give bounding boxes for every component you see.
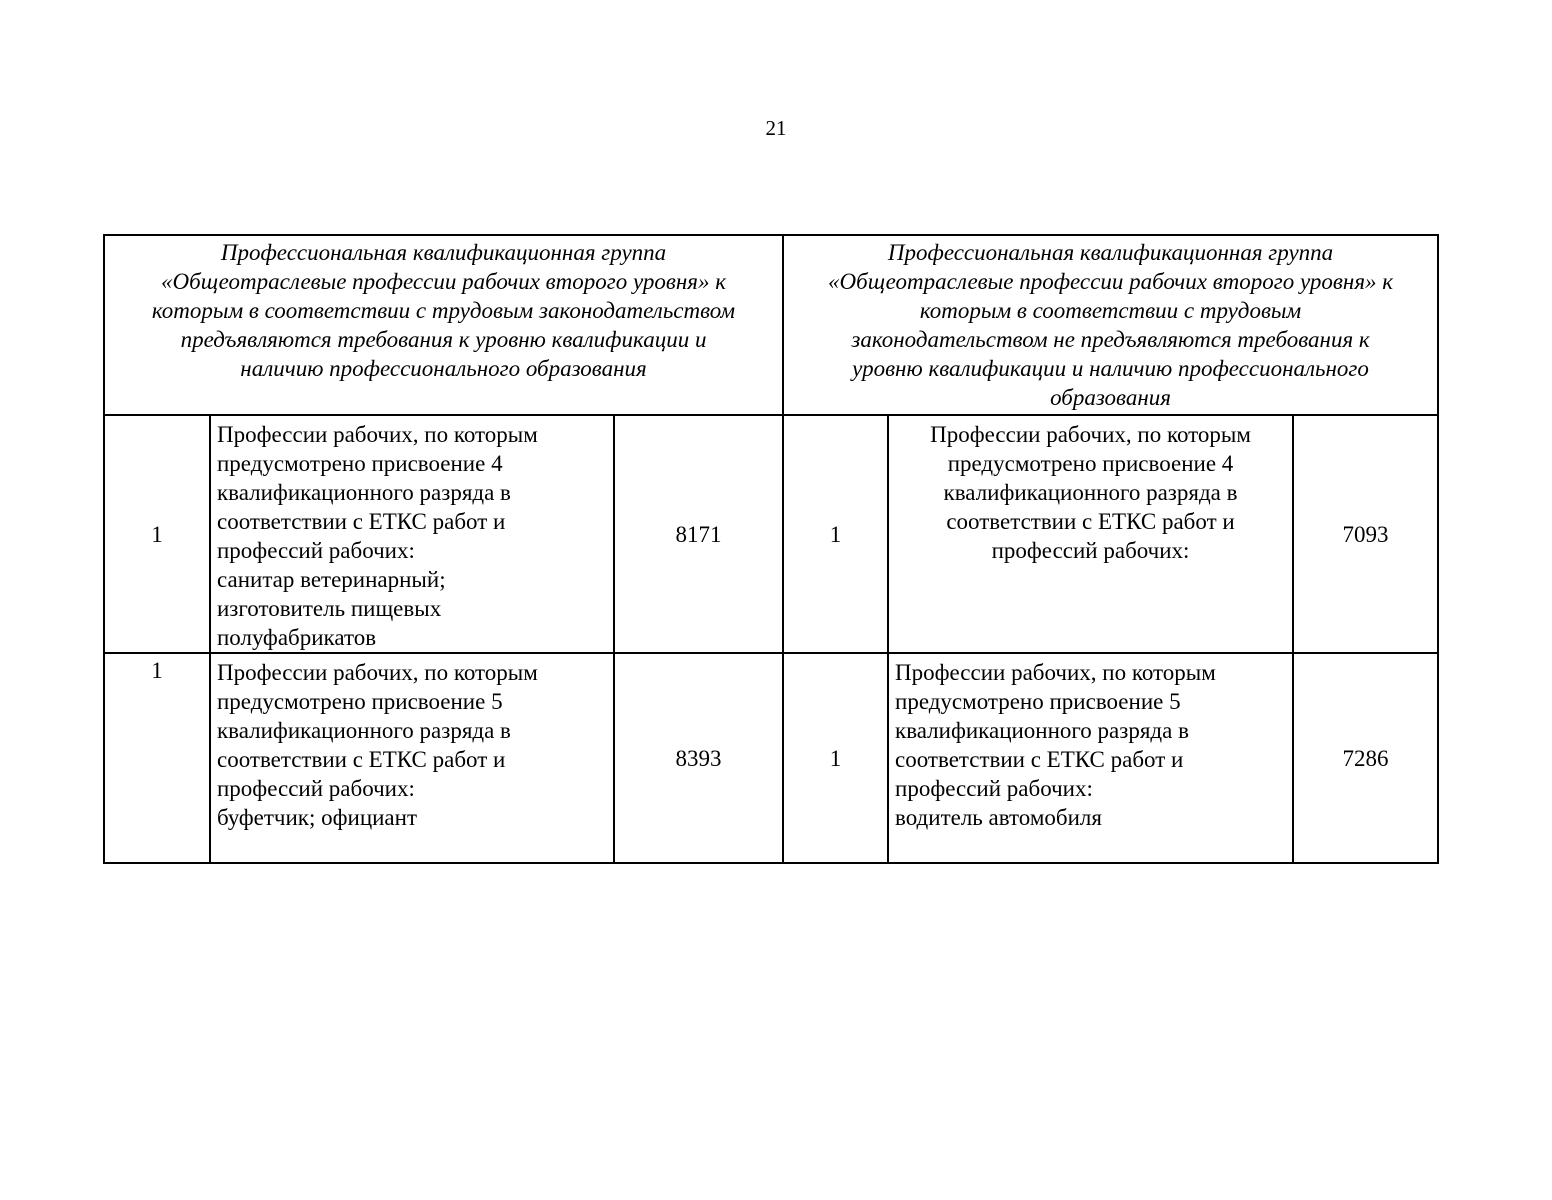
left-salary-value: 8393 bbox=[614, 653, 783, 863]
right-salary-value: 7286 bbox=[1293, 653, 1438, 863]
right-level-number: 1 bbox=[783, 653, 888, 863]
left-profession-description: Профессии рабочих, по которым предусмотрено присвоение 4 квалификационного разряда в соответствии с ЕТКС работ и профессий рабочих: санитар ветеринарный; изготовитель пищевых полуфабрикатов bbox=[210, 415, 614, 653]
right-level-number: 1 bbox=[783, 415, 888, 653]
right-profession-description: Профессии рабочих, по которым предусмотрено присвоение 5 квалификационного разряда в соответствии с ЕТКС работ и профессий рабочих: водитель автомобиля bbox=[888, 653, 1293, 863]
left-profession-description: Профессии рабочих, по которым предусмотрено присвоение 5 квалификационного разряда в соответствии с ЕТКС работ и профессий рабочих: буфетчик; официант bbox=[210, 653, 614, 863]
salary-table bbox=[103, 234, 1439, 864]
table-row bbox=[104, 653, 1438, 863]
right-profession-description: Профессии рабочих, по которым предусмотрено присвоение 4 квалификационного разряда в соответствии с ЕТКС работ и профессий рабочих: bbox=[888, 415, 1293, 653]
right-salary-value: 7093 bbox=[1293, 415, 1438, 653]
header-left-group: Профессиональная квалификационная группа «Общеотраслевые профессии рабочих второго уровня» к которым в соответствии с трудовым законодательством предъявляются требования к уровню квалификации и наличию профессионального образования bbox=[104, 235, 783, 415]
left-level-number: 1 bbox=[104, 653, 210, 863]
left-salary-value: 8171 bbox=[614, 415, 783, 653]
page-number: 21 bbox=[765, 116, 787, 140]
table-row bbox=[104, 415, 1438, 653]
header-right-group: Профессиональная квалификационная группа «Общеотраслевые профессии рабочих второго уровня» к которым в соответствии с трудовым законодательством не предъявляются требования к уровню квалификации и наличию профессионального образования bbox=[783, 235, 1438, 415]
table-header-row bbox=[104, 235, 1438, 415]
left-level-number: 1 bbox=[104, 415, 210, 653]
